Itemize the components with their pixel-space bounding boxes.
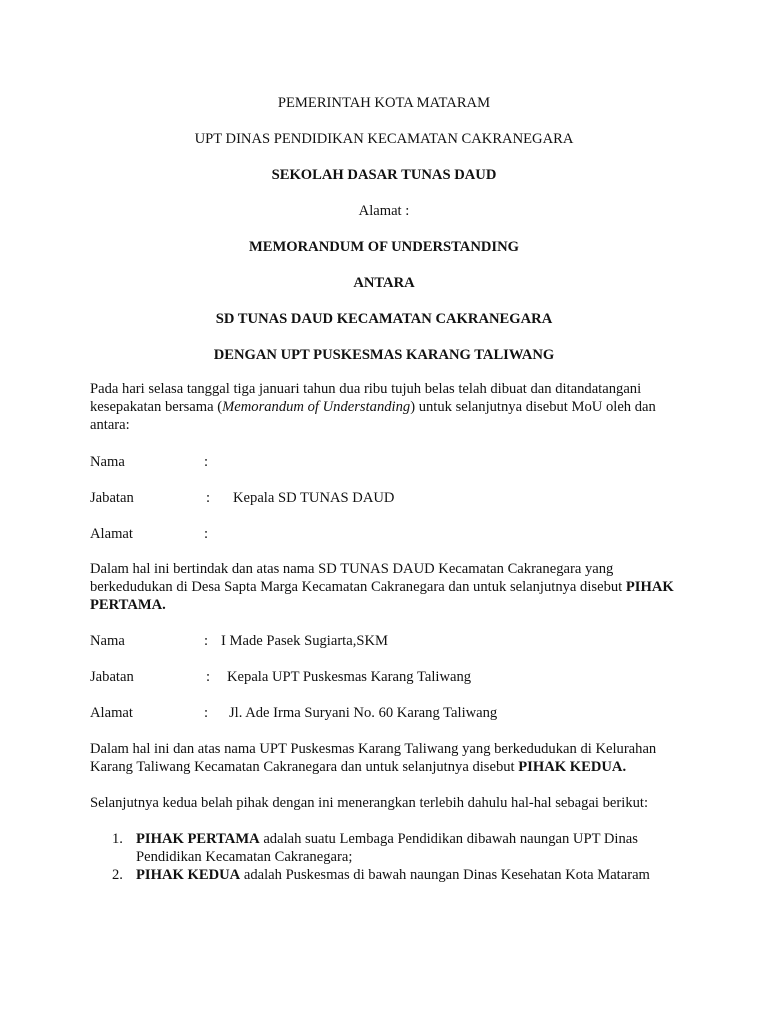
party1-nama-row <box>90 453 690 471</box>
list-item-text: adalah suatu Lembaga Pendidikan dibawah naungan UPT Dinas Pendidikan Kecamatan Cakranegara; <box>136 831 638 865</box>
intro-text-end: ) untuk selanjutnya disebut MoU oleh dan antara: <box>90 399 656 433</box>
party2-designation: PIHAK KEDUA. <box>518 759 627 775</box>
party2-jabatan-value: Kepala UPT Puskesmas Karang Taliwang <box>227 669 472 685</box>
list-item <box>90 830 690 866</box>
party2-description-text: Dalam hal ini dan atas nama UPT Puskesmas Karang Taliwang yang berkedudukan di Kelurahan Karang Taliwang Kecamatan Cakranegara dan untuk selanjutnya disebut <box>90 741 657 775</box>
party2-nama-label: Nama <box>90 633 125 649</box>
party1-nama-colon: : <box>204 454 209 470</box>
intro-text-start: Pada hari selasa tanggal tiga januari tahun dua ribu tujuh belas telah dibuat dan ditandatangani kesepakatan bersama ( <box>90 381 642 415</box>
list-item-subject: PIHAK PERTAMA <box>136 831 260 847</box>
party2-alamat-row <box>90 704 690 722</box>
list-item-subject: PIHAK KEDUA <box>136 867 241 883</box>
party1-alamat-colon: : <box>204 526 209 542</box>
party1-description-text: Dalam hal ini bertindak dan atas nama SD TUNAS DAUD Kecamatan Cakranegara yang berkedudukan di Desa Sapta Marga Kecamatan Cakranegara dan untuk selanjutnya disebut <box>90 561 626 595</box>
header-address: Alamat : <box>358 203 410 219</box>
statement-paragraph <box>90 794 690 812</box>
party1-jabatan-value: Kepala SD TUNAS DAUD <box>233 490 395 506</box>
list-item <box>90 866 690 884</box>
party2-alamat-label: Alamat <box>90 705 133 721</box>
list-item-text: adalah Puskesmas di bawah naungan Dinas Kesehatan Kota Mataram <box>240 867 650 883</box>
party2-nama-value: I Made Pasek Sugiarta,SKM <box>221 633 388 649</box>
party2-alamat-value: Jl. Ade Irma Suryani No. 60 Karang Taliwang <box>229 705 498 721</box>
list-item-number: 2. <box>112 867 123 883</box>
recitals-list <box>90 830 690 884</box>
list-item-number: 1. <box>112 831 123 847</box>
party1-designation: PIHAK PERTAMA. <box>90 579 674 613</box>
party2-description <box>90 740 690 776</box>
header-department: UPT DINAS PENDIDIKAN KECAMATAN CAKRANEGARA <box>194 131 574 147</box>
party1-jabatan-colon: : <box>206 490 211 506</box>
title-first-party: SD TUNAS DAUD KECAMATAN CAKRANEGARA <box>215 311 553 327</box>
intro-italic: Memorandum of Understanding <box>222 399 411 415</box>
party2-jabatan-colon: : <box>206 669 211 685</box>
party1-alamat-label: Alamat <box>90 526 133 542</box>
party2-jabatan-row <box>90 668 690 686</box>
intro-paragraph <box>90 380 690 434</box>
title-second-party: DENGAN UPT PUSKESMAS KARANG TALIWANG <box>213 347 555 363</box>
party2-nama-colon: : <box>204 633 209 649</box>
title-between: ANTARA <box>353 275 415 291</box>
party1-nama-label: Nama <box>90 454 125 470</box>
party1-jabatan-label: Jabatan <box>90 490 134 506</box>
document-title: MEMORANDUM OF UNDERSTANDING <box>249 239 519 255</box>
header-government: PEMERINTAH KOTA MATARAM <box>277 95 491 111</box>
party2-alamat-colon: : <box>204 705 209 721</box>
party2-nama-row <box>90 632 690 650</box>
header-school: SEKOLAH DASAR TUNAS DAUD <box>271 167 497 183</box>
party2-jabatan-label: Jabatan <box>90 669 134 685</box>
statement-text: Selanjutnya kedua belah pihak dengan ini menerangkan terlebih dahulu hal-hal sebagai berikut: <box>90 795 649 811</box>
party1-alamat-row <box>90 525 690 543</box>
party1-jabatan-row <box>90 489 690 507</box>
party1-description <box>90 560 690 614</box>
